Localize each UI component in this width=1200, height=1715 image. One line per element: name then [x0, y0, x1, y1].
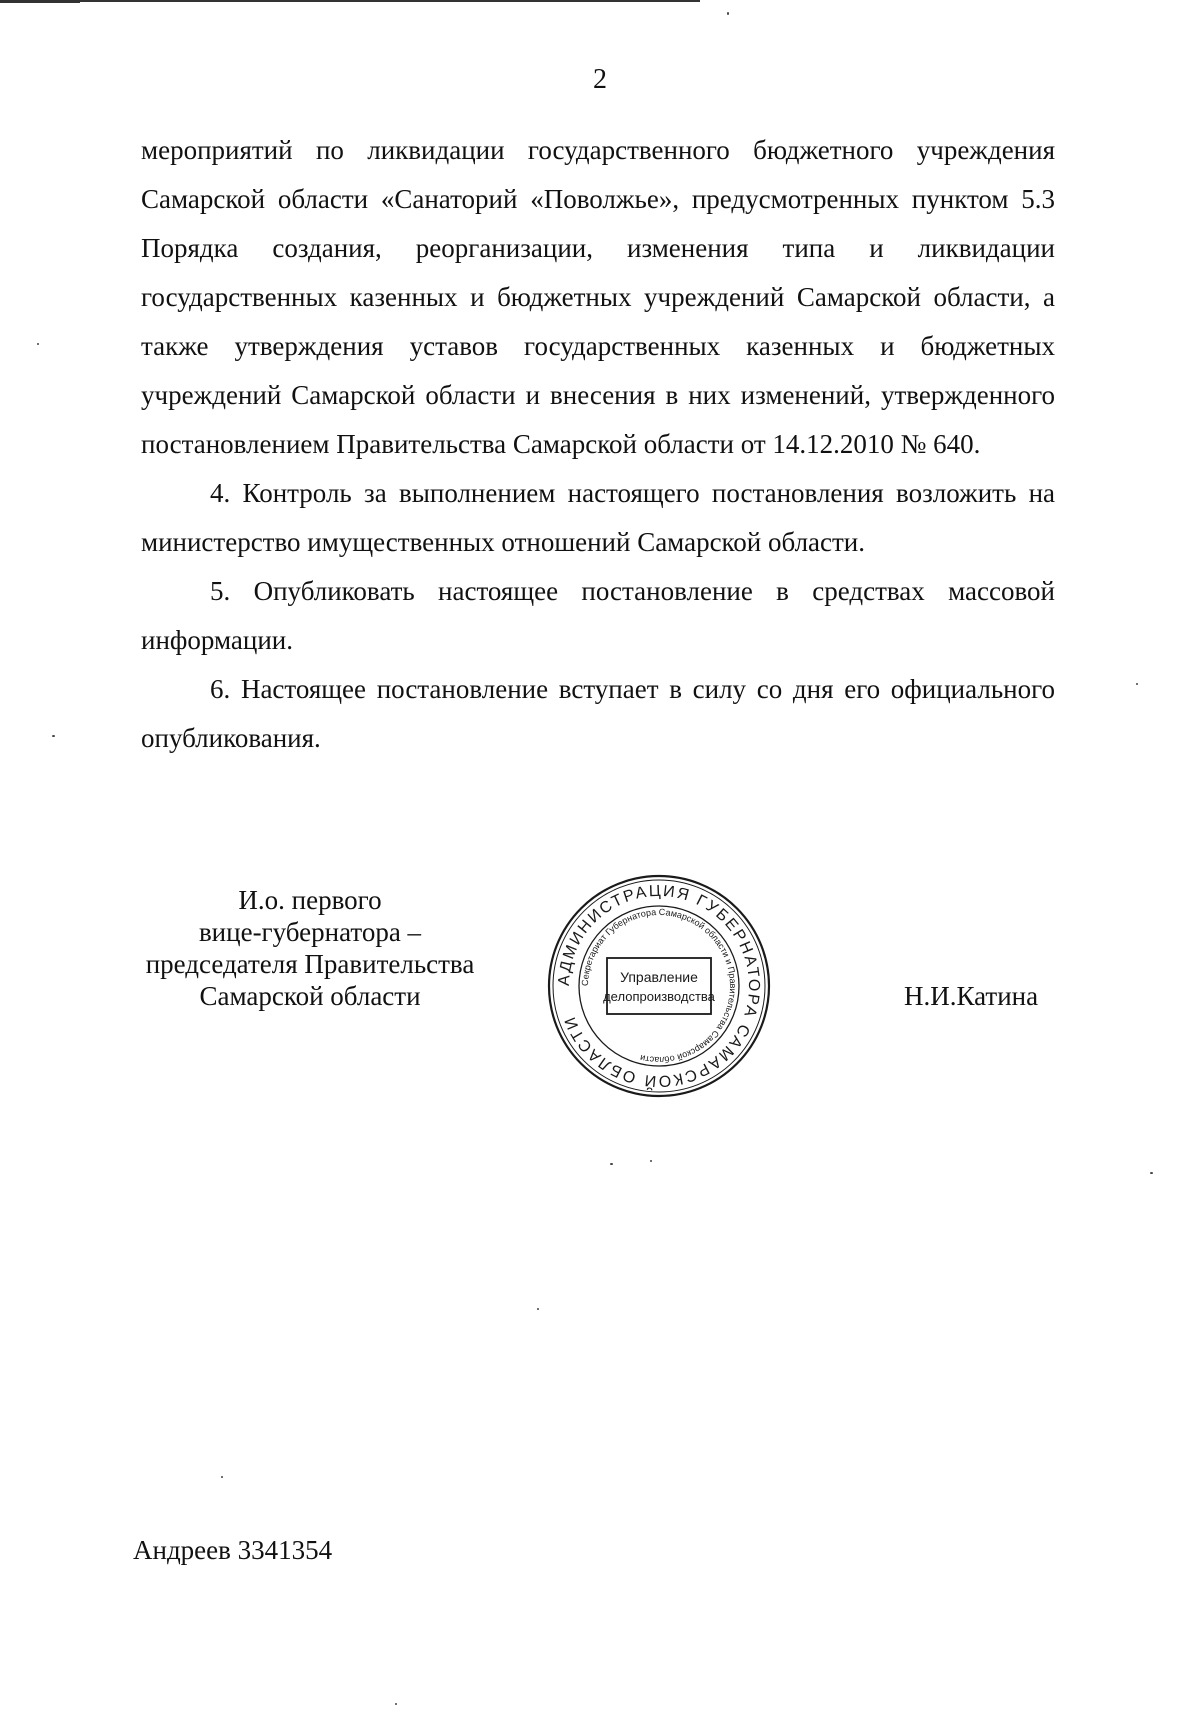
signatory-title-line: вице-губернатора –	[198, 917, 422, 947]
executor-contact: Андреев 3341354	[133, 1535, 333, 1565]
signatory-title-line: Самарской области	[199, 981, 421, 1011]
document-body	[141, 126, 1055, 763]
signatory-title-line: председателя Правительства	[145, 949, 475, 979]
paragraph-item-4: 4. Контроль за выполнением настоящего постановления возложить на министерство имущественных отношений Самарской области.	[141, 478, 1055, 557]
scan-speck	[1150, 1172, 1153, 1174]
official-seal	[545, 872, 773, 1100]
scan-speck	[537, 1308, 539, 1310]
scan-speck	[52, 735, 55, 737]
paragraph-item-5: 5. Опубликовать настоящее постановление в средствах массовой информации.	[141, 576, 1055, 655]
signatory-name: Н.И.Катина	[904, 981, 1039, 1011]
scan-speck	[395, 1703, 397, 1705]
paragraph-item-6: 6. Настоящее постановление вступает в силу со дня его официального опубликования.	[141, 674, 1055, 753]
scan-speck	[610, 1163, 613, 1165]
scan-speck	[1136, 683, 1138, 685]
page-number: 2	[593, 64, 607, 95]
scan-speck	[727, 12, 729, 15]
seal-inner-text: Секретариат Губернатора Самарской области и Правительства Самарской области	[579, 906, 739, 1066]
seal-center-line-1: Управление	[620, 969, 698, 985]
signatory-title	[120, 884, 500, 1012]
scan-top-line	[0, 0, 700, 2]
scan-speck	[221, 1476, 223, 1478]
seal-outer-text: АДМИНИСТРАЦИЯ ГУБЕРНАТОРА САМАРСКОЙ ОБЛАСТИ	[555, 882, 763, 1090]
scan-speck	[650, 1160, 652, 1162]
signatory-title-line: И.о. первого	[238, 885, 382, 915]
scan-speck	[37, 343, 39, 345]
paragraph-continuation: мероприятий по ликвидации государственного бюджетного учреждения Самарской области «Санаторий «Поволжье», предусмотренных пунктом 5.3 Порядка создания, реорганизации, изменения типа и ликвидации государственных казенных и бюджетных учреждений Самарской области, а также утверждения уставов государственных казенных и бюджетных учреждений Самарской области и внесения в них изменений, утвержденного постановлением Правительства Самарской области от 14.12.2010 № 640.	[141, 135, 1055, 459]
seal-center-line-2: делопроизводства	[603, 989, 715, 1004]
